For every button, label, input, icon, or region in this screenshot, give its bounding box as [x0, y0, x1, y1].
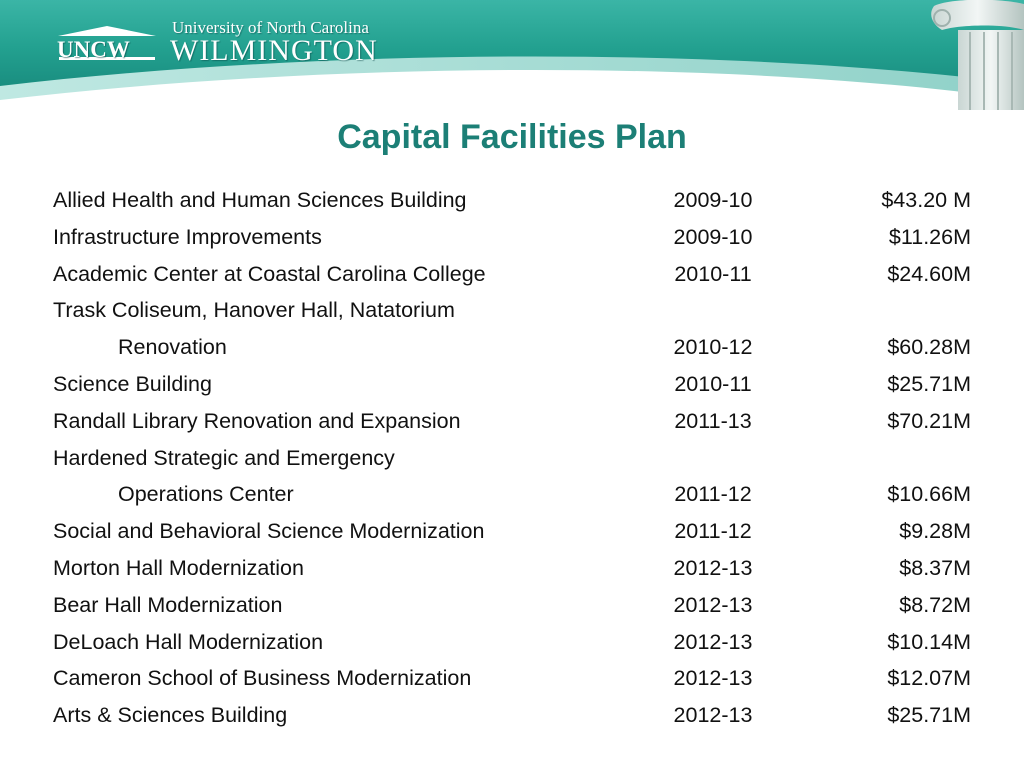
project-cost: $11.26M: [888, 224, 971, 249]
project-row: [53, 366, 973, 403]
project-cost: $60.28M: [887, 335, 971, 360]
project-cost: $8.37M: [899, 555, 971, 580]
project-year: 2011-13: [674, 408, 752, 433]
project-year: 2012-13: [673, 555, 753, 580]
project-year: 2012-13: [673, 666, 753, 691]
logo-abbrev: UNCW: [57, 37, 130, 62]
project-row: [53, 513, 973, 550]
project-row: [53, 403, 973, 440]
project-row: [53, 440, 973, 477]
project-row: [53, 660, 973, 697]
project-cost: $43.20 M: [881, 188, 971, 212]
project-year: 2010-11: [674, 261, 752, 286]
project-row: [53, 697, 973, 734]
project-year: 2012-13: [673, 703, 753, 728]
project-year: 2010-11: [674, 371, 752, 396]
project-cost: $8.72M: [899, 592, 971, 617]
project-name: Arts & Sciences Building: [53, 703, 288, 728]
project-name: Academic Center at Coastal Carolina College: [53, 261, 486, 286]
project-row: [53, 219, 973, 256]
project-name: Renovation: [118, 335, 227, 360]
project-name: Cameron School of Business Modernization: [53, 666, 472, 691]
project-name: Infrastructure Improvements: [53, 224, 322, 249]
logo-university-line: University of North Carolina: [172, 18, 369, 37]
project-cost: $9.28M: [899, 519, 971, 544]
project-name: Morton Hall Modernization: [53, 555, 304, 580]
project-name: Operations Center: [118, 482, 294, 507]
project-name: Trask Coliseum, Hanover Hall, Natatorium: [53, 298, 455, 323]
project-year: 2012-13: [673, 629, 753, 654]
page-title: Capital Facilities Plan: [337, 118, 687, 156]
project-cost: $25.71M: [887, 703, 971, 728]
project-cost: $70.21M: [887, 408, 971, 433]
project-row: [53, 587, 973, 624]
column-capital-icon: [914, 0, 1024, 110]
project-cost: $10.14M: [887, 629, 971, 654]
project-row: [53, 292, 973, 329]
project-cost: $12.07M: [887, 666, 971, 691]
projects-list: [53, 182, 973, 734]
project-row: [53, 550, 973, 587]
project-row: [53, 256, 973, 293]
project-cost: $24.60M: [887, 261, 971, 286]
project-year: 2010-12: [673, 335, 753, 360]
logo-wilmington-line: WILMINGTON: [170, 34, 378, 67]
project-name: Randall Library Renovation and Expansion: [53, 408, 461, 433]
project-name: Hardened Strategic and Emergency: [53, 445, 395, 470]
project-year: 2009-10: [673, 224, 753, 249]
project-row: [53, 182, 973, 219]
project-year: 2011-12: [674, 482, 752, 507]
project-year: 2009-10: [673, 188, 753, 212]
project-name: DeLoach Hall Modernization: [53, 629, 324, 654]
project-row-continuation: [53, 476, 973, 513]
project-cost: $25.71M: [887, 371, 971, 396]
project-name: Science Building: [53, 371, 212, 396]
project-row-continuation: [53, 329, 973, 366]
project-year: 2012-13: [673, 592, 753, 617]
project-row: [53, 624, 973, 661]
project-cost: $10.66M: [887, 482, 971, 507]
project-year: 2011-12: [674, 519, 752, 544]
project-name: Allied Health and Human Sciences Building: [53, 188, 467, 212]
project-name: Bear Hall Modernization: [53, 592, 283, 617]
project-name: Social and Behavioral Science Modernization: [53, 519, 485, 544]
